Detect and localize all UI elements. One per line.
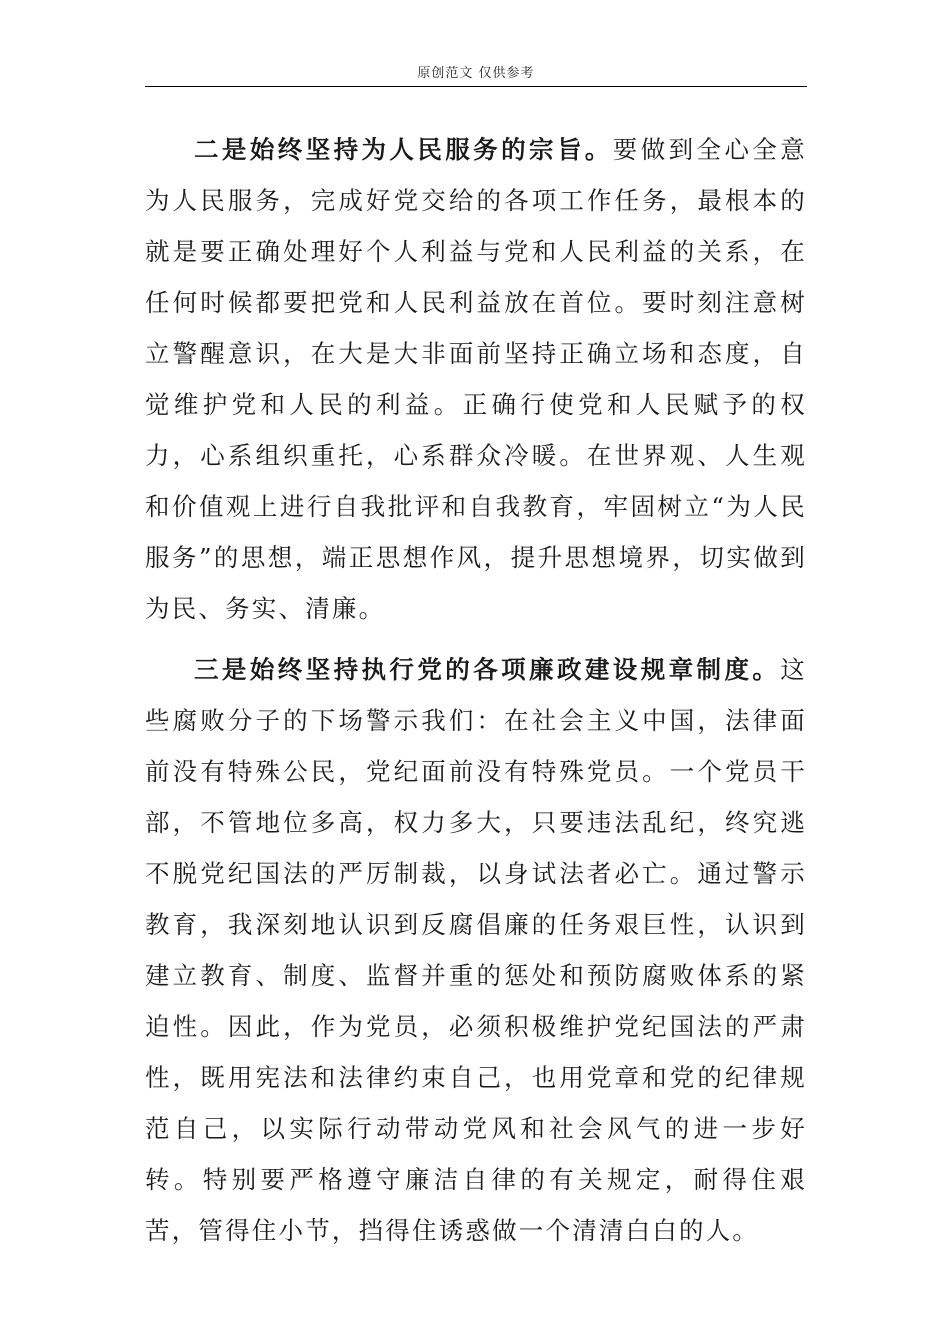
paragraph-heading: 二是始终坚持为人民服务的宗旨。: [194, 135, 613, 164]
paragraph-text: 这些腐败分子的下场警示我们：在社会主义中国，法律面前没有特殊公民，党纪面前没有特殊党员。一个党员干部，不管地位多高，权力多大，只要违法乱纪，终究逃不脱党纪国法的严厉制裁，以身试法者必亡。通过警示教育，我深刻地认识到反腐倡廉的任务艰巨性，认识到建立教育、制度、监督并重的惩处和预防腐败体系的紧迫性。因此，作为党员，必须积极维护党纪国法的严肃性，既用宪法和法律约束自己，也用党章和党的纪律规范自己，以实际行动带动党风和社会风气的进一步好转。特别要严格遵守廉洁自律的有关规定，耐得住艰苦，管得住小节，挡得住诱惑做一个清清白白的人。: [145, 655, 807, 1245]
paragraph-heading: 三是始终坚持执行党的各项廉政建设规章制度。: [194, 655, 781, 684]
paragraph-text: 要做到全心全意为人民服务，完成好党交给的各项工作任务，最根本的就是要正确处理好个人利益与党和人民利益的关系，在任何时候都要把党和人民利益放在首位。要时刻注意树立警醒意识，在大是大非面前坚持正确立场和态度，自觉维护党和人民的利益。正确行使党和人民赋予的权力，心系组织重托，心系群众冷暖。在世界观、人生观和价值观上进行自我批评和自我教育，牢固树立“为人民服务”的思想，端正思想作风，提升思想境界，切实做到为民、务实、清廉。: [145, 135, 807, 623]
paragraph-serve-people: [145, 124, 807, 634]
document-body: [145, 124, 807, 1256]
header-divider: [145, 86, 807, 87]
paragraph-integrity-rules: [145, 644, 807, 1256]
page-header: 原创范文 仅供参考: [417, 66, 535, 81]
